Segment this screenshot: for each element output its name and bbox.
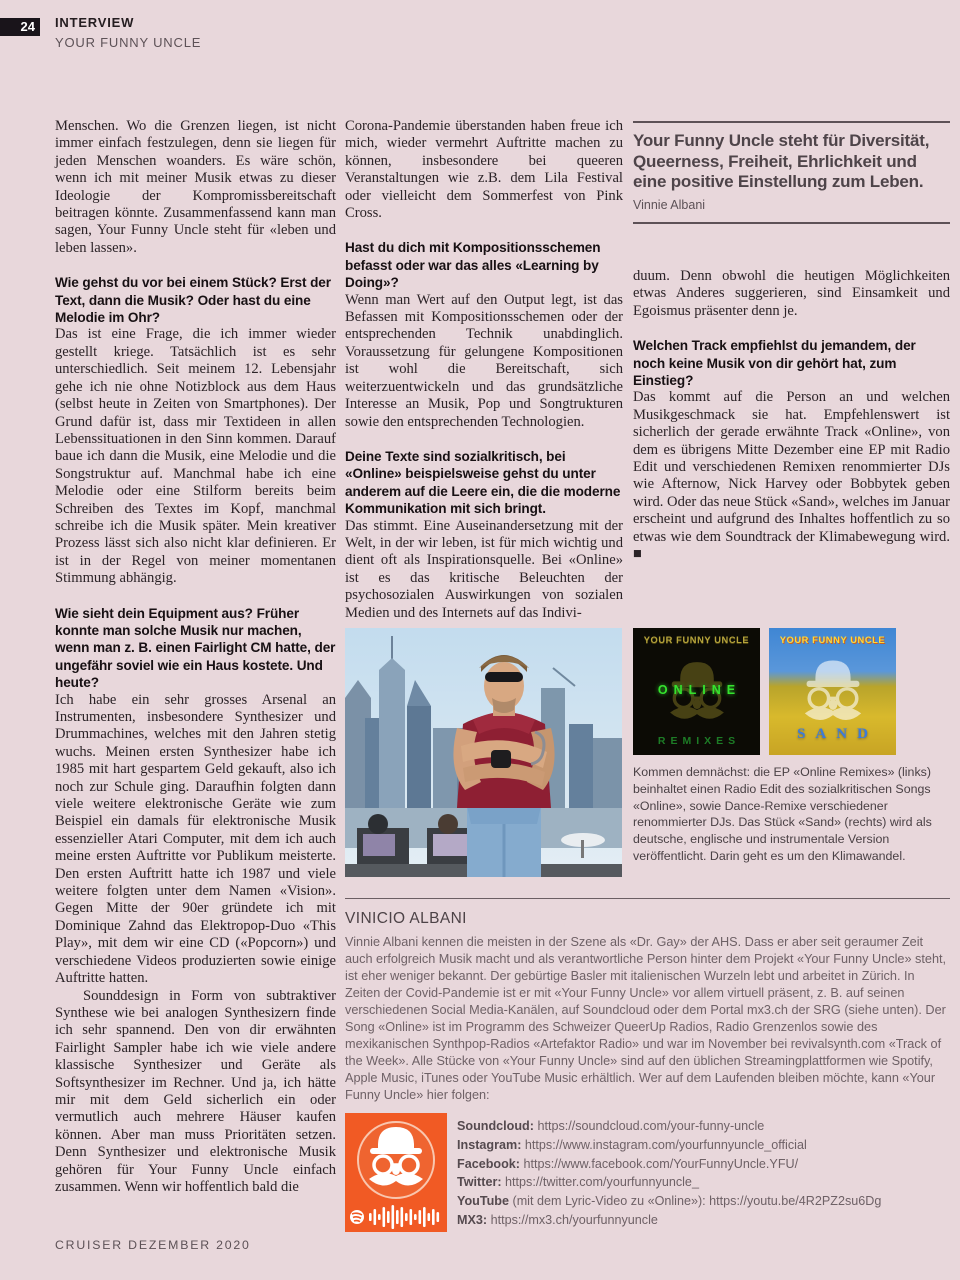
link-twitter[interactable]	[457, 1173, 881, 1192]
link-url[interactable]: https://twitter.com/yourfunnyuncle_	[501, 1175, 699, 1190]
link-url[interactable]: (mit dem Lyric-Video zu «Online»): https://youtu.be/4R2PZ2su6Dg	[509, 1194, 882, 1209]
link-facebook[interactable]	[457, 1155, 881, 1174]
body-paragraph: Das kommt auf die Person an und welchen Musikgeschmack sie hat. Empfehlenswert ist sicherlich der gerade erwähnte Track «Online», von dem es übrigens Mitte Dezember eine EP mit Radio Edit und verschiedenen Remixen renommierter DJs wie Afternow, Nick Harvey oder Bobbytek geben wird. Oder das neue Stück «Sand», welches im Januar erscheint und aufgrund des Inhaltes hoffentlich zu so etwas wie dem Soundtrack der Klimabewegung wird. ■	[633, 389, 950, 563]
page-number-box: 24	[0, 18, 40, 36]
interview-question: Deine Texte sind sozialkritisch, bei «Online» beispielsweise gehst du unter anderem auf die Leere ein, die die moderne Kommunikation mit sich bringt.	[345, 448, 621, 517]
body-paragraph: Menschen. Wo die Grenzen liegen, ist nicht immer einfach festzulegen, denn sie liegen für jeden Menschen woanders. Es wäre schön, wenn ich mit meiner Musik etwas zu dieser Ideologie der Kompromissbereitschaft beitragen könnte. Zusammenfassend kann man sagen, Your Funny Uncle steht für «leben und leben lassen».	[55, 118, 336, 256]
link-url[interactable]: https://www.instagram.com/yourfunnyuncle_official	[521, 1137, 807, 1152]
link-url[interactable]: https://soundcloud.com/your-funny-uncle	[533, 1119, 765, 1133]
body-paragraph: Wenn man Wert auf den Output legt, ist das Befassen mit Kompositionsschemen oder der entsprechenden Technik unabdinglich. Voraussetzung für gelungene Kompositionen ist wohl die Bereitschaft, sich weiterzuentwickeln und das grundsätzliche Interesse an Musik, Pop und Songtrukturen sowie den entsprechenden Technologien.	[345, 291, 623, 430]
link-mx3[interactable]	[457, 1211, 881, 1230]
pull-quote-text: Your Funny Uncle steht für Diversität, Queerness, Freiheit, Ehrlichkeit und eine positive Einstellung zum Leben.	[633, 131, 930, 191]
uncle-face-icon	[789, 650, 877, 738]
column-3	[633, 262, 950, 564]
section-label: INTERVIEW	[55, 15, 135, 30]
body-paragraph: duum. Denn obwohl die heutigen Möglichkeiten etwas Anderes suggerieren, sind Einsamkeit und Egoismus präsenter denn je.	[633, 268, 950, 319]
yfu-logo	[345, 1113, 447, 1232]
section-divider	[345, 898, 950, 899]
link-youtube[interactable]	[457, 1192, 881, 1211]
album-cover-sand	[769, 628, 896, 755]
link-label: YouTube	[457, 1194, 509, 1209]
link-label: Instagram:	[457, 1137, 522, 1152]
column-1	[55, 112, 336, 1196]
album-artist: YOUR FUNNY UNCLE	[643, 635, 750, 645]
body-paragraph: Corona-Pandemie überstanden haben freue ich mich, wieder vermehrt Auftritte machen zu können, insbesondere bei queeren Veranstaltungen wie z.B. dem Lila Festival oder vielleicht dem Sommerfest von Pink Cross.	[345, 118, 623, 222]
album-title: SAND	[797, 726, 878, 742]
body-paragraph: Ich habe ein sehr grosses Arsenal an Instrumenten, insbesondere Synthesizer und Drummachines, welches mit den Jahren stetig wuchs. Meinen ersten Synthesizer habe ich 1985 mit hart gespartem Geld gekauft, also ich noch zur Schule ging. Daraufhin folgten dann viele weitere elektronische Geräte wie zum Beispiel ein damals für elektronische Musik essenzieller Atari Computer, mit dem ich auch meine ersten Auftritte vor Publikum meisterte. Den ersten Auftritt hatte ich 1987 und viele weitere folgten unter dem Namen «Vision». Gegen Mitte der 90er gründete ich mit Dominique Zahnd das Elektropop-Duo «This Play», mit dem wir eine CD («Popcorn») und verschiedene Videos produzierten sowie einige Auftritte hatten.	[55, 691, 336, 987]
body-paragraph: Das ist eine Frage, die ich immer wieder gestellt kriege. Tatsächlich ist es sehr unterschiedlich. Seit meinem 12. Lebensjahr gehe ich nie ohne Notizblock aus dem Haus (selbst heute in Zeiten von Smartphones). Der Grund dafür ist, dass mir Textideen in allen Lebenssituationen in den Sinn kommen. Darauf baue ich dann die Musik, eine Melodie und die Songstruktur auf. Manchmal habe ich eine Melodie oder eine Stilform bereits beim Schreiben des Textes im Kopf, manchmal schreibe ich die Musik später. Mein kreativer Prozess lässt sich also nicht klar definieren. Er ist in der Regel von meiner momentanen Stimmung abhängig.	[55, 326, 336, 587]
album-title: ONLINE	[657, 683, 742, 697]
link-soundcloud[interactable]	[457, 1117, 881, 1136]
magazine-footer: CRUISER DEZEMBER 2020	[55, 1238, 251, 1252]
social-links	[457, 1117, 881, 1230]
album-covers	[633, 628, 950, 755]
pull-quote	[633, 121, 950, 224]
pull-quote-attribution: Vinnie Albani	[633, 197, 706, 212]
column-2	[345, 112, 623, 622]
city-skyline-photo-illustration	[345, 628, 622, 877]
album-subtitle: REMIXES	[657, 735, 741, 747]
body-paragraph: Das stimmt. Eine Auseinandersetzung mit der Welt, in der wir leben, ist für mich wichtig und dient oft als Inspirationsquelle. Bei «Online» ist es das kritische Beleuchten der psychosozialen Auswirkungen von sozialen Medien und des Internets auf das Indivi-	[345, 517, 623, 621]
bio-heading: VINICIO ALBANI	[345, 910, 467, 927]
interview-question: Wie gehst du vor bei einem Stück? Erst der Text, dann die Musik? Oder hast du eine Melodie im Ohr?	[55, 275, 331, 326]
album-cover-online-remixes	[633, 628, 760, 755]
link-label: Soundcloud:	[457, 1119, 534, 1133]
link-url[interactable]: https://www.facebook.com/YourFunnyUncle.YFU/	[519, 1156, 799, 1171]
bio-text: Vinnie Albani kennen die meisten in der Szene als «Dr. Gay» der AHS. Dass er aber seit geraumer Zeit auch erfolgreich Musik macht und als verantwortliche Person hinter dem Projekt «Your Funny Uncle» steht, ist eher weniger bekannt. Der gebürtige Basler mit italienischen Wurzeln lebt und arbeitet in Zürich. In Zeiten der Covid-Pandemie ist er mit «Your Funny Uncle» vor allem virtuell präsent, z. B. auf seinen verschiedenen Social Media-Kanälen, auf Soundcloud oder dem Portal mx3.ch der SRG (siehe unten). Der Song «Online» ist im Programm des Schweizer QueerUp Radios, Radio Grenzenlos sowie des mexikanischen Synthpop-Radios «Artefaktor Radio» und war im November bei revivalsynth.com «Track of the Week». Alle Stücke von «Your Funny Uncle» sind auf den üblichen Streamingplattformen wie Spotify, Apple Music, iTunes oder YouTube Music erhältlich. Wer auf dem Laufenden bleiben möchte, kann «Your Funny Uncle» hier folgen:	[345, 935, 947, 1102]
interview-question: Welchen Track empfiehlst du jemandem, der noch keine Musik von dir gehört hat, zum Einstieg?	[633, 338, 916, 389]
interview-question: Wie sieht dein Equipment aus? Früher konnte man solche Musik nur machen, wenn man z. B. einen Fairlight CM hatte, der ungefähr soviel wie ein Haus kostete. Und heute?	[55, 605, 336, 691]
body-paragraph: Sounddesign in Form von subtraktiver Synthese wie bei analogen Synthesizern finde ich sehr spannend. Den von dir erwähnten Fairlight Sampler habe ich wie viele andere klassische Synthesizer und Geräte als Softsynthesizer im Rechner. Und ja, ich hätte mir mit dem Geld sicherlich ein oder vermutlich auch mehrere Häuser kaufen können. Aber man muss Prioritäten setzen. Denn Synthesizer und elektronische Musik gehören für Your Funny Uncle einfach zusammen. Wenn wir hoffentlich bald die	[55, 987, 336, 1195]
subject-label: YOUR FUNNY UNCLE	[55, 35, 202, 50]
album-artist: YOUR FUNNY UNCLE	[779, 635, 886, 645]
bio-section	[345, 910, 953, 1104]
covers-caption: Kommen demnächst: die EP «Online Remixes» (links) beinhaltet einen Radio Edit des sozialkritischen Songs «Online», sowie Dance-Remixe verschiedener renommierter DJs. Das Stück «Sand» (rechts) wird als deutsche, englische und instrumentale Version veröffentlicht. Darin geht es um den Klimawandel.	[633, 765, 932, 863]
link-label: Twitter:	[457, 1175, 502, 1190]
interview-photo	[345, 628, 622, 877]
link-instagram[interactable]	[457, 1136, 881, 1155]
link-url[interactable]: https://mx3.ch/yourfunnyuncle	[487, 1212, 658, 1227]
interview-question: Hast du dich mit Kompositionsschemen befasst oder war das alles «Learning by Doing»?	[345, 240, 601, 291]
link-label: MX3:	[457, 1212, 488, 1227]
link-label: Facebook:	[457, 1156, 520, 1171]
